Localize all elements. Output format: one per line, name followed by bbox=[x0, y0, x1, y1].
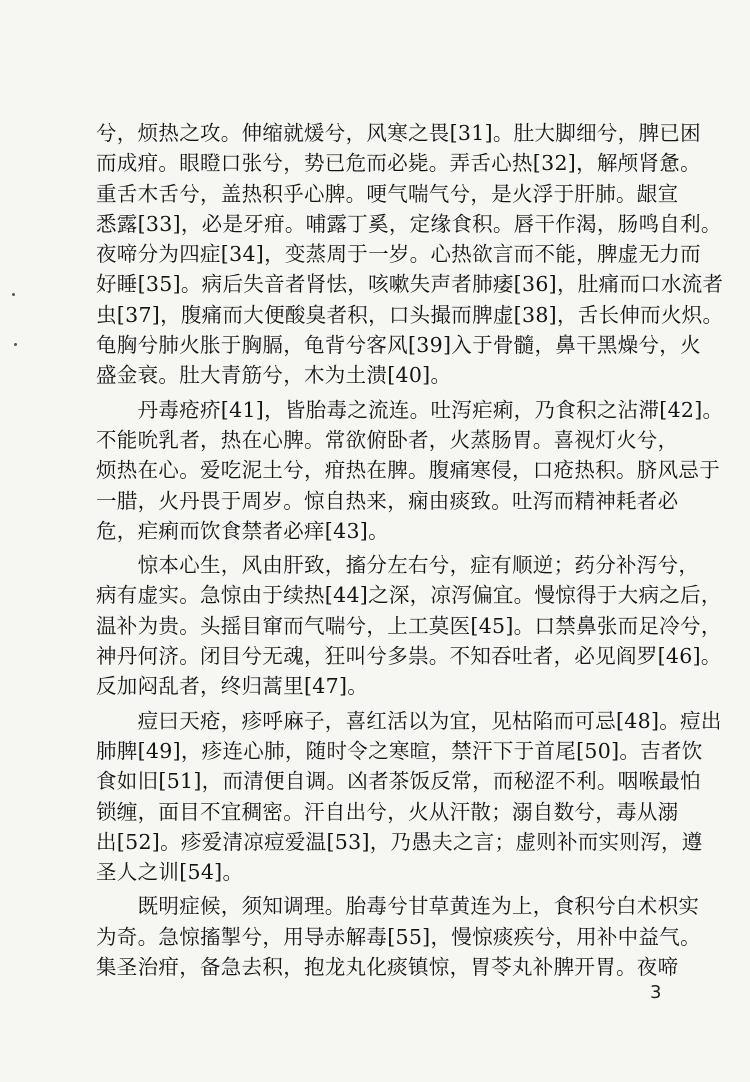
text-line: 不能吮乳者，热在心脾。常欲俯卧者，火蒸肠胃。喜视灯火兮， bbox=[96, 427, 679, 452]
text-line: 一腊，火丹畏于周岁。惊自热来，痫由痰致。吐泻而精神耗者必 bbox=[96, 488, 679, 513]
text-line: 病有虚实。急惊由于续热[44]之深，凉泻偏宜。慢惊得于大病之后， bbox=[96, 583, 722, 608]
text-line: 夜啼分为四症[34]，变蒸周于一岁。心热欲言而不能，脾虚无力而 bbox=[96, 242, 701, 267]
text-line: 盛金衰。肚大青筋兮，木为土溃[40]。 bbox=[96, 363, 452, 388]
text-line: 为奇。急惊搐掣兮，用导赤解毒[55]，慢惊痰疾兮，用补中益气。 bbox=[96, 924, 701, 949]
text-line: 重舌木舌兮，盖热积乎心脾。哽气喘气兮，是火浮于肝肺。龈宣 bbox=[96, 181, 679, 206]
text-line: 集圣治疳，备急去积，抱龙丸化痰镇惊，胃苓丸补脾开胃。夜啼 bbox=[96, 955, 679, 980]
page-number: 3 bbox=[650, 982, 662, 1003]
text-line: 悉露[33]，必是牙疳。哺露丁奚，定缘食积。唇干作渴，肠鸣自利。 bbox=[96, 211, 722, 236]
text-line: 危，疟痢而饮食禁者必痒[43]。 bbox=[96, 518, 389, 543]
paragraph-4 bbox=[96, 706, 722, 888]
text-line: 出[52]。疹爱清凉痘爱温[53]，乃愚夫之言；虚则补而实则泻，遵 bbox=[96, 829, 703, 854]
text-line: 痘曰天疮，疹呼麻子，喜红活以为宜，见枯陷而可忌[48]。痘出 bbox=[96, 708, 722, 733]
text-line: 兮，烦热之攻。伸缩就煖兮，风寒之畏[31]。肚大脚细兮，脾已困 bbox=[96, 121, 701, 145]
text-line: 肺脾[49]，疹连心肺，随时令之寒暄，禁汗下于首尾[50]。吉者饮 bbox=[96, 738, 703, 763]
text-line: 烦热在心。爱吃泥土兮，疳热在脾。腹痛寒侵，口疮热积。脐风忌于 bbox=[96, 458, 720, 483]
text-line: 而成疳。眼瞪口张兮，势已危而必毙。弄舌心热[32]，解颅肾惫。 bbox=[96, 151, 701, 176]
text-line: 惊本心生，风由肝致，搐分左右兮，症有顺逆；药分补泻兮， bbox=[96, 553, 700, 578]
text-body bbox=[96, 118, 724, 982]
paragraph-5 bbox=[96, 891, 701, 982]
scan-speck bbox=[14, 343, 17, 346]
text-line: 反加闷乱者，终归蒿里[47]。 bbox=[96, 674, 369, 699]
paragraph-2 bbox=[96, 395, 724, 546]
paragraph-3 bbox=[96, 550, 722, 701]
text-line: 锁缠，面目不宜稠密。汗自出兮，火从汗散；溺自数兮，毒从溺 bbox=[96, 799, 679, 824]
text-line: 龟胸兮肺火胀于胸膈，龟背兮客风[39]入于骨髓，鼻干黑燥兮，火 bbox=[96, 333, 701, 358]
text-line: 好睡[35]。病后失音者肾怯，咳嗽失声者肺痿[36]，肚痛而口水流者 bbox=[96, 272, 724, 297]
text-line: 温补为贵。头摇目窜而气喘兮，上工莫医[45]。口禁鼻张而足冷兮， bbox=[96, 613, 722, 638]
scan-speck bbox=[12, 293, 15, 296]
text-line: 虫[37]，腹痛而大便酸臭者积，口头撮而脾虚[38]，舌长伸而火炽。 bbox=[96, 302, 724, 327]
text-line: 神丹何济。闭目兮无魂，狂叫兮多祟。不知吞吐者，必见阎罗[46]。 bbox=[96, 644, 722, 669]
text-line: 食如旧[51]，而清便自调。凶者茶饭反常，而秘涩不利。咽喉最怕 bbox=[96, 769, 701, 794]
text-line: 丹毒疮疥[41]，皆胎毒之流连。吐泻疟痢，乃食积之沾滞[42]。 bbox=[96, 397, 724, 422]
paragraph-1 bbox=[96, 118, 724, 391]
text-line: 圣人之训[54]。 bbox=[96, 860, 244, 885]
text-line: 既明症候，须知调理。胎毒兮甘草黄连为上，食积兮白术枳实 bbox=[96, 894, 700, 919]
